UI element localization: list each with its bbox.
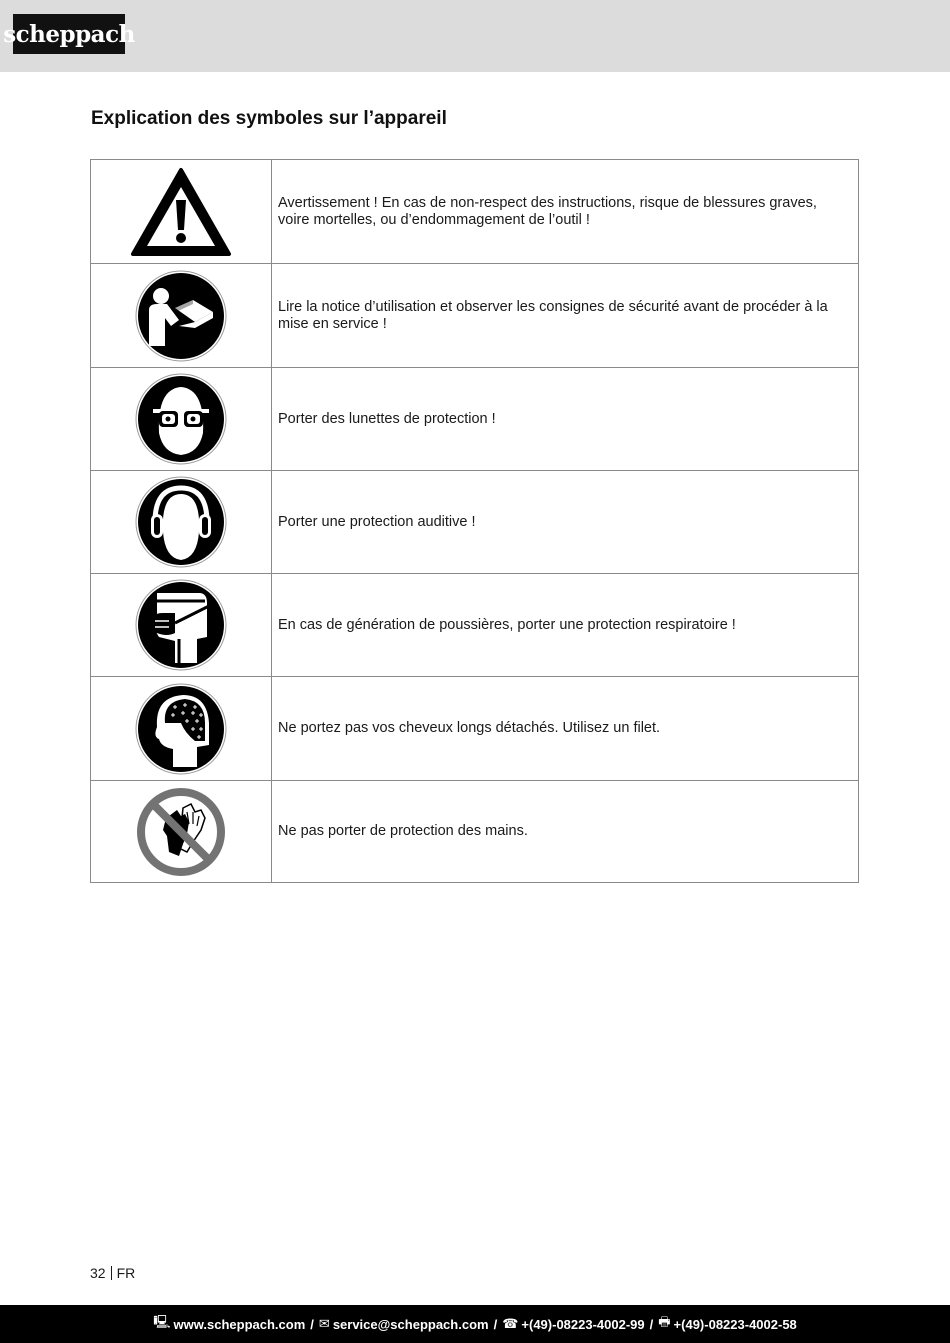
table-row: [91, 574, 859, 677]
page-language: FR: [116, 1265, 136, 1281]
read-manual-icon: [135, 270, 227, 362]
email-icon: ✉: [318, 1316, 330, 1331]
page-title: Explication des symboles sur l’appareil: [91, 108, 447, 129]
website-link[interactable]: www.scheppach.com: [173, 1316, 306, 1332]
page-number-divider: [111, 1266, 112, 1280]
symbols-table: [90, 159, 859, 883]
page-number: [90, 1265, 135, 1281]
table-row: [91, 677, 859, 781]
fax-number: +(49)-08223-4002-58: [673, 1316, 797, 1332]
warning-triangle-icon: [129, 166, 233, 258]
hair-net-icon: [135, 683, 227, 775]
scheppach-logo: scheppach: [13, 14, 125, 54]
fax-icon: 🖶: [658, 1314, 671, 1329]
symbol-description: Porter des lunettes de protection !: [272, 368, 859, 471]
no-gloves-icon: [135, 786, 227, 878]
safety-goggles-icon: [135, 373, 227, 465]
table-row: [91, 368, 859, 471]
header-band: [0, 0, 950, 72]
symbol-description: Avertissement ! En cas de non-respect des instructions, risque de blessures graves, voire mortelles, ou d’endommagement de l’outil !: [272, 160, 859, 264]
contact-footer: [0, 1305, 950, 1343]
ear-protection-icon: [135, 476, 227, 568]
symbol-description: Ne portez pas vos cheveux longs détachés. Utilisez un filet.: [272, 677, 859, 781]
separator: /: [493, 1316, 498, 1332]
phone-number: +(49)-08223-4002-99: [521, 1316, 645, 1332]
separator: /: [649, 1316, 654, 1332]
icon-cell: [91, 574, 272, 677]
icon-cell: [91, 677, 272, 781]
computer-icon: 🖳: [153, 1314, 171, 1329]
phone-icon: ☎: [502, 1316, 519, 1331]
separator: /: [310, 1316, 314, 1332]
symbol-description: Porter une protection auditive !: [272, 471, 859, 574]
icon-cell: [91, 368, 272, 471]
symbol-description: En cas de génération de poussières, porter une protection respiratoire !: [272, 574, 859, 677]
respiratory-protection-icon: [135, 579, 227, 671]
icon-cell: [91, 264, 272, 368]
icon-cell: [91, 781, 272, 883]
table-row: [91, 264, 859, 368]
table-row: [91, 781, 859, 883]
symbol-description: Ne pas porter de protection des mains.: [272, 781, 859, 883]
symbol-description: Lire la notice d’utilisation et observer les consignes de sécurité avant de procéder à la mise en service !: [272, 264, 859, 368]
icon-cell: [91, 471, 272, 574]
table-row: [91, 471, 859, 574]
email-link[interactable]: service@scheppach.com: [332, 1316, 489, 1332]
table-row: [91, 160, 859, 264]
page-number-value: 32: [90, 1265, 106, 1281]
icon-cell: [91, 160, 272, 264]
